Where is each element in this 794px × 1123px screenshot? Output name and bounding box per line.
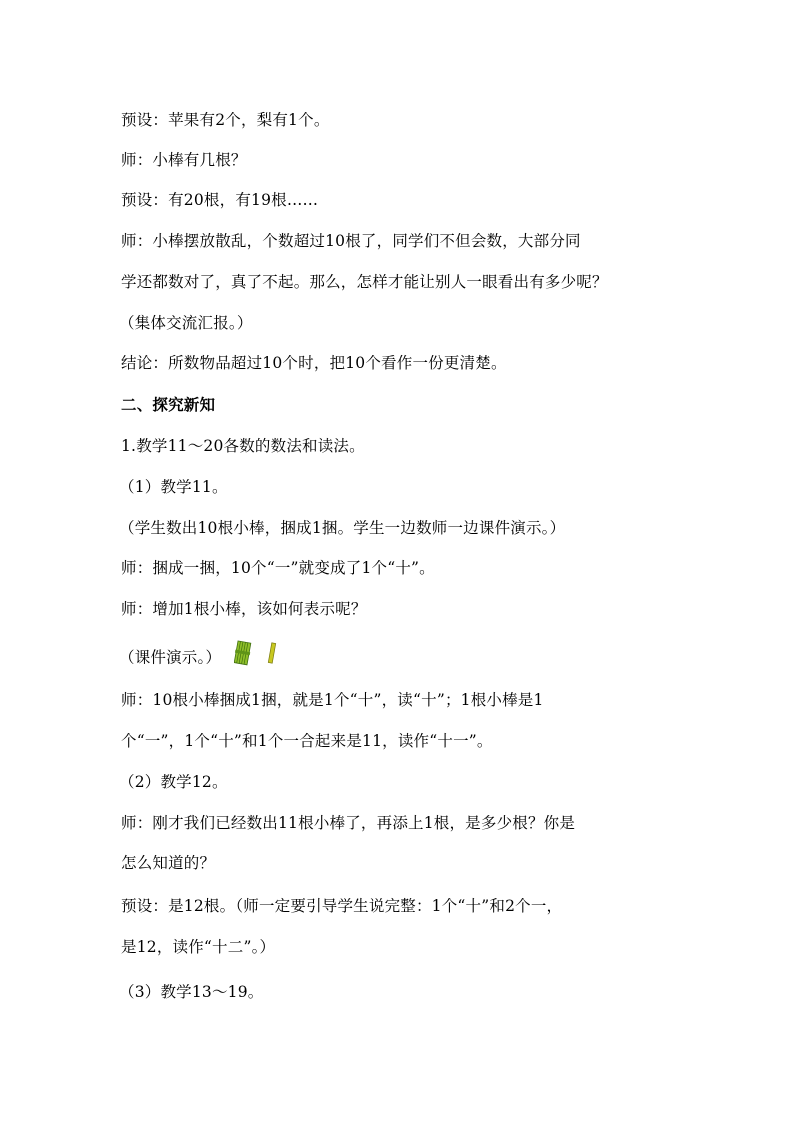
stick-bundle-illustration <box>234 640 280 671</box>
preset-12-line-1: 预设：是12根。（师一定要引导学生说完整：1个“十”和2个一， <box>121 897 563 915</box>
collective-report-note: （集体交流汇报。） <box>119 314 253 332</box>
preset-fruit-line: 预设：苹果有2个，梨有1个。 <box>121 111 330 129</box>
conclusion-line: 结论：所数物品超过10个时，把10个看作一份更清楚。 <box>121 354 507 372</box>
teacher-explain-line-1: 师：10根小棒捆成1捆，就是1个“十”，读“十”；1根小棒是1 <box>121 691 544 709</box>
student-activity-note: （学生数出10根小棒，捆成1捆。学生一边数师一边课件演示。） <box>119 519 566 537</box>
preset-stick-count: 预设：有20根，有19根…… <box>121 191 319 209</box>
teacher-remark-line-2: 学还都数对了，真了不起。那么，怎样才能让别人一眼看出有多少呢？ <box>121 273 608 291</box>
teacher-remark-line-1: 师：小棒摆放散乱，个数超过10根了，同学们不但会数，大部分同 <box>121 232 581 250</box>
subitem-1-title: （1）教学11。 <box>119 478 228 496</box>
stick-bundle-icon <box>234 641 252 665</box>
teacher-add-stick-line: 师：增加1根小棒，该如何表示呢？ <box>121 600 367 618</box>
bundle-and-stick-icon <box>234 640 280 666</box>
subitem-3-title: （3）教学13～19。 <box>119 983 264 1001</box>
single-stick-icon <box>269 643 276 663</box>
teacher-bundle-line: 师：捆成一捆，10个“一”就变成了1个“十”。 <box>121 559 435 577</box>
subitem-2-title: （2）教学12。 <box>119 773 228 791</box>
teacher-question-line-2: 怎么知道的？ <box>121 854 216 872</box>
teacher-explain-line-2: 个“一”，1个“十”和1个一合起来是11，读作“十一”。 <box>121 732 493 750</box>
teacher-question-line-1: 师：刚才我们已经数出11根小棒了，再添上1根，是多少根？你是 <box>121 814 576 832</box>
courseware-demo-text: （课件演示。） <box>119 648 222 667</box>
section-heading: 二、探究新知 <box>121 396 216 414</box>
courseware-demo-line <box>119 643 280 674</box>
preset-12-line-2: 是12，读作“十二”。） <box>121 938 276 956</box>
item-1-title: 1.教学11～20各数的数法和读法。 <box>121 437 365 455</box>
teacher-question-sticks: 师：小棒有几根？ <box>121 151 247 169</box>
